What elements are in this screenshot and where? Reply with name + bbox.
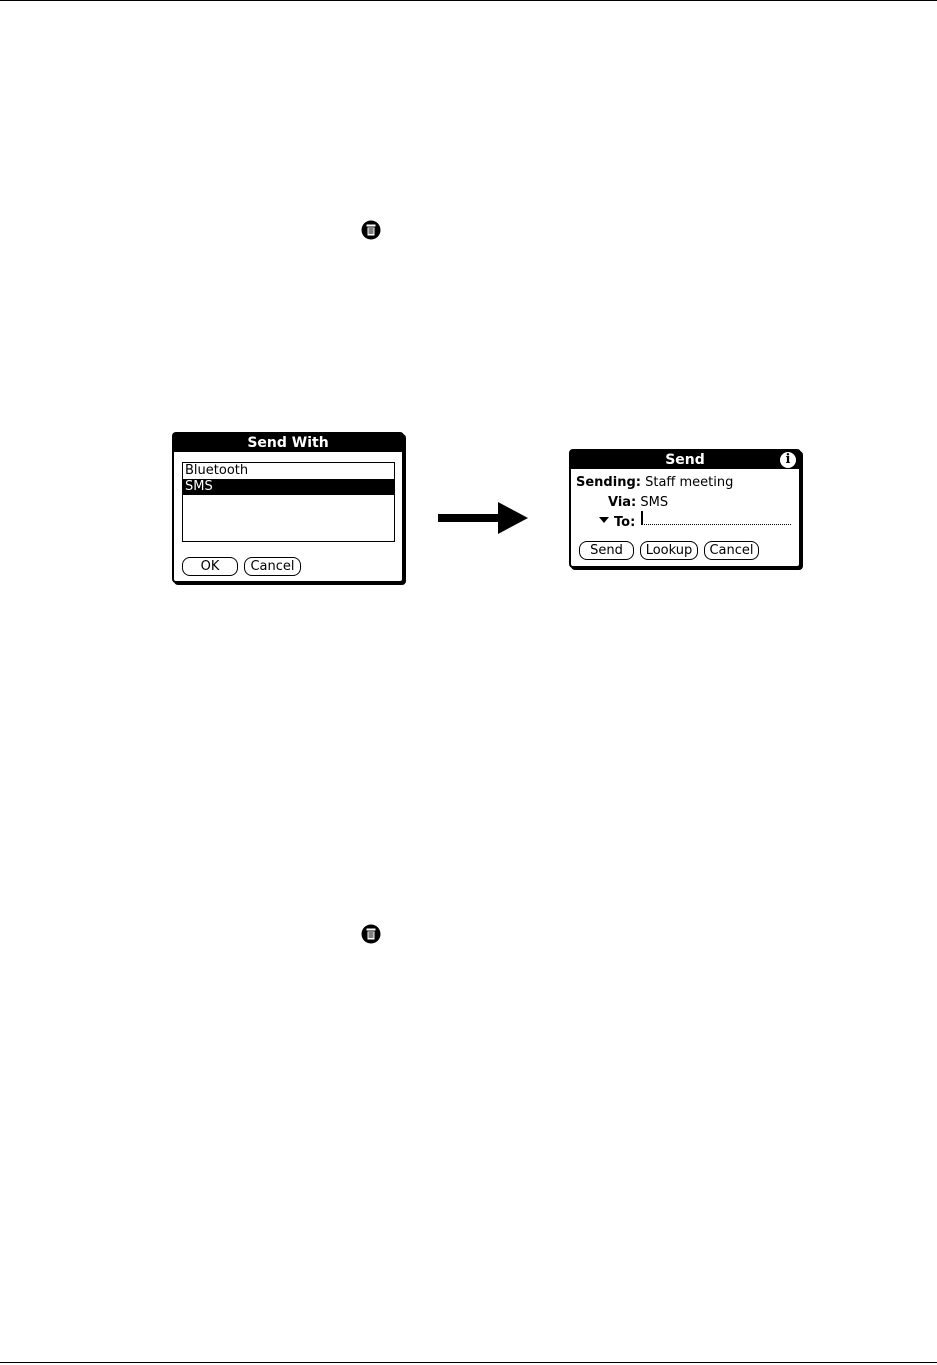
lookup-button[interactable]: Lookup xyxy=(640,541,698,560)
arrow-right-icon xyxy=(438,500,528,536)
send-method-list[interactable] xyxy=(182,462,395,542)
top-rule xyxy=(0,0,937,1)
to-label[interactable]: To: xyxy=(614,515,636,530)
bottom-rule xyxy=(0,1362,937,1363)
via-row xyxy=(608,495,668,511)
list-item-sms[interactable]: SMS xyxy=(183,479,394,495)
sending-value: Staff meeting xyxy=(645,475,734,490)
via-label: Via: xyxy=(608,495,637,510)
send-with-dialog xyxy=(172,432,404,583)
to-label-row xyxy=(614,515,635,531)
ok-button[interactable]: OK xyxy=(182,557,238,576)
send-button[interactable]: Send xyxy=(579,541,634,560)
menu-icon xyxy=(361,220,381,240)
sending-label: Sending: xyxy=(576,475,641,490)
sending-row xyxy=(576,475,733,491)
list-item-bluetooth[interactable]: Bluetooth xyxy=(185,463,249,478)
menu-icon xyxy=(361,924,381,944)
send-dialog xyxy=(569,449,801,568)
send-dialog-title xyxy=(571,451,799,469)
send-with-dialog-title: Send With xyxy=(174,434,402,452)
info-icon[interactable]: i xyxy=(780,452,796,468)
send-dialog-title-text: Send xyxy=(665,452,705,468)
dropdown-triangle-icon[interactable] xyxy=(599,517,609,523)
cancel-button[interactable]: Cancel xyxy=(244,557,301,576)
via-value: SMS xyxy=(640,495,669,510)
to-field[interactable] xyxy=(641,523,791,525)
cancel-button[interactable]: Cancel xyxy=(704,541,759,560)
